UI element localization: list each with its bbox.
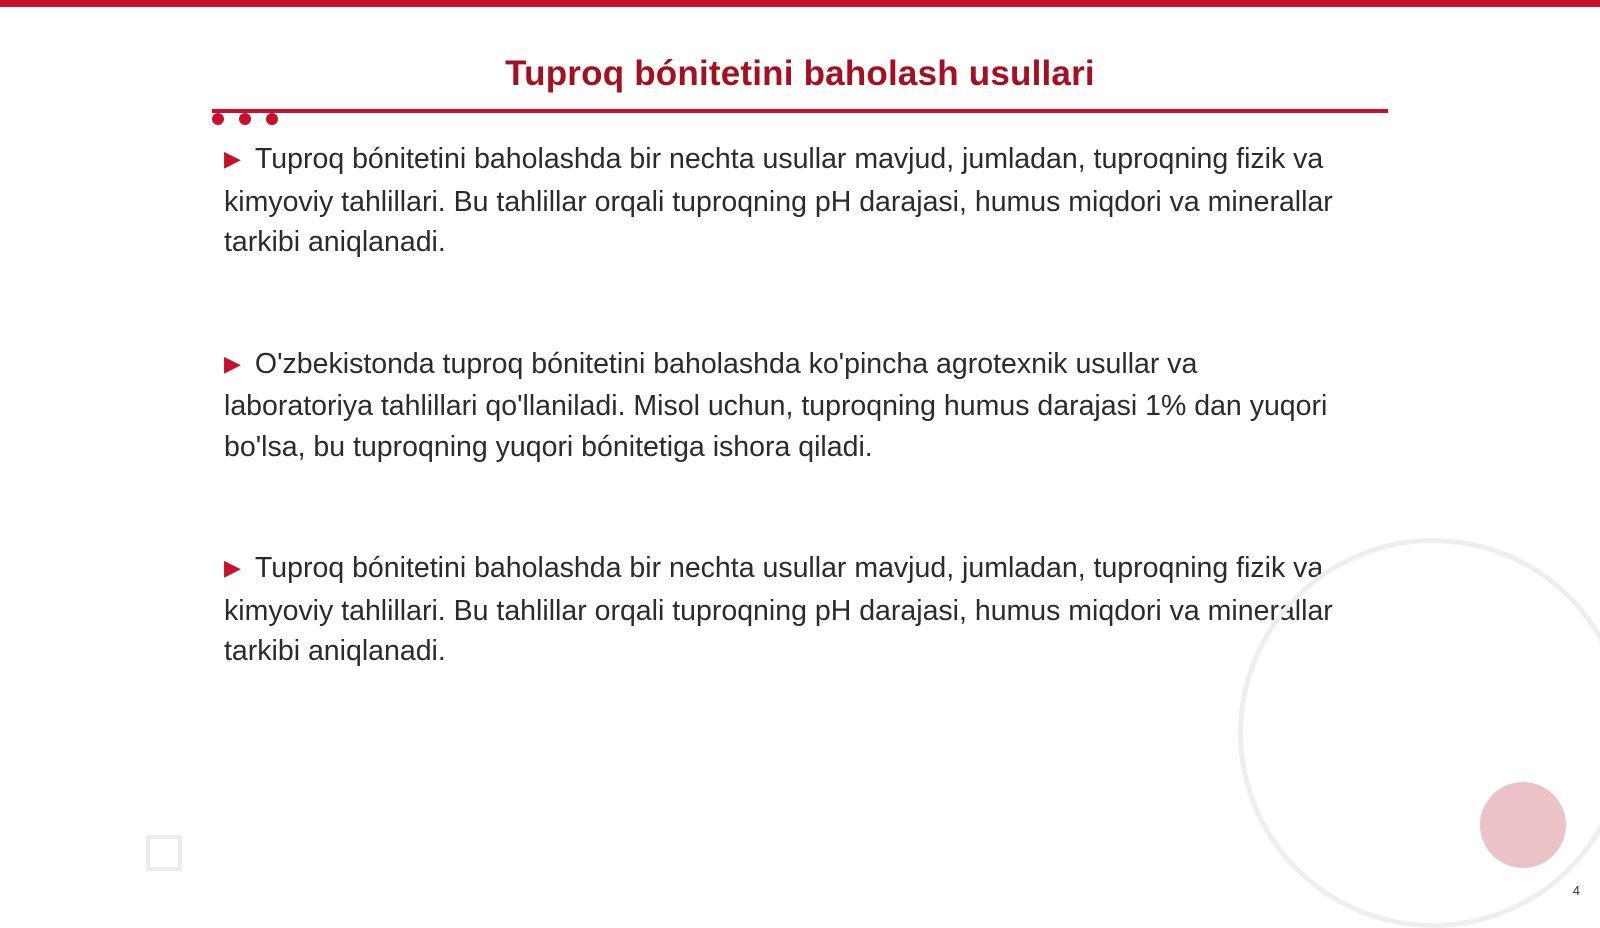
decor-outline-square — [146, 835, 182, 871]
bullet-text: Tuproq bónitetini baholashda bir nechta usullar mavjud, jumladan, tuproqning fizik va kimyoviy tahlillari. Bu tahlillar orqali tuproqning pH darajasi, humus miqdori va minerallar tarkibi aniqlanadi. — [224, 552, 1333, 667]
bullet-text: O'zbekistonda tuproq bónitetini baholashda ko'pincha agrotexnik usullar va laboratoriya tahlillari qo'llaniladi. Misol uchun, tuproqning humus darajasi 1% dan yuqori bo'lsa, bu tuproqning yuqori bónitetiga ishora qiladi. — [224, 347, 1328, 463]
page-number: 4 — [1572, 883, 1580, 898]
bullet-arrow-icon: ▶ — [224, 555, 241, 580]
slide-title: Tuproq bónitetini baholash usullari — [505, 54, 1095, 93]
decor-dot — [239, 113, 251, 125]
decor-dot — [266, 113, 278, 125]
bullet-item — [224, 344, 1354, 468]
bullet-item — [224, 139, 1354, 263]
decor-outline-circle — [1238, 538, 1600, 928]
bullet-text: Tuproq bónitetini baholashda bir nechta usullar mavjud, jumladan, tuproqning fizik va kimyoviy tahlillari. Bu tahlillar orqali tuproqning pH darajasi, humus miqdori va minerallar tarkibi aniqlanadi. — [224, 143, 1333, 258]
top-accent-bar — [0, 0, 1600, 7]
title-underline — [212, 109, 1388, 113]
decor-dot — [212, 113, 224, 125]
bullet-arrow-icon: ▶ — [224, 146, 241, 171]
decor-pink-circle — [1480, 782, 1566, 868]
bullet-arrow-icon: ▶ — [224, 350, 241, 376]
bullet-item — [224, 548, 1354, 672]
bullet-list — [224, 139, 1354, 753]
